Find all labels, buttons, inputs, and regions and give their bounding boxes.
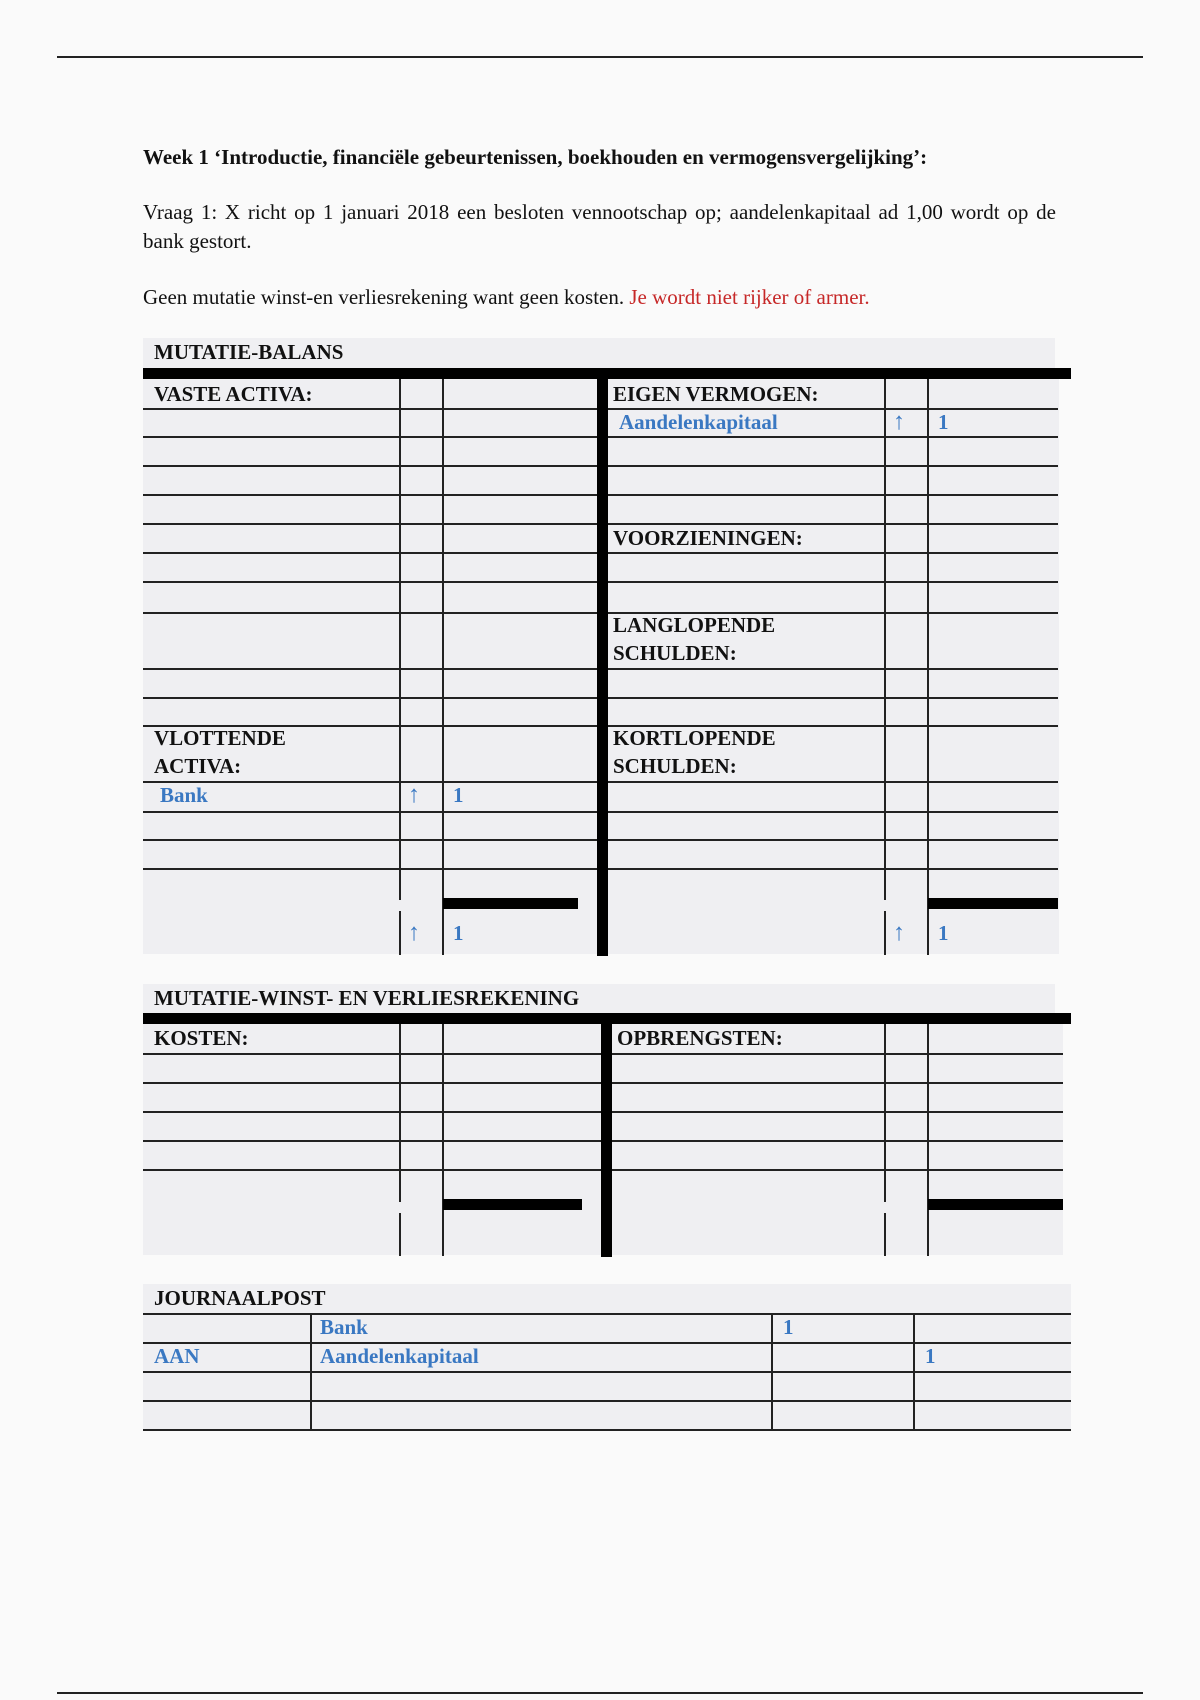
bottom-rule [57,1692,1143,1694]
aandelenkapitaal-entry-name: Aandelenkapitaal [619,410,778,434]
note-paragraph [143,283,1056,312]
right-col-divider-1b [884,911,886,955]
pl-left-row-line [143,1140,601,1142]
right-total-arrow: ↑ [893,920,905,946]
pl-left-row-line [143,1111,601,1113]
kosten-label: KOSTEN: [154,1026,249,1050]
left-row-line [143,811,597,813]
journal-row-2-prefix: AAN [154,1344,200,1368]
left-row-line [143,408,597,410]
pl-title: MUTATIE-WINST- EN VERLIESREKENING [154,986,580,1010]
pl-right-row-line [612,1082,1063,1084]
top-rule [57,56,1143,58]
balance-center-divider [597,368,608,956]
right-row-line [608,839,1058,841]
left-row-line [143,868,597,870]
note-text: Geen mutatie winst-en verliesrekening want geen kosten. [143,285,625,309]
right-row-line [608,668,1058,670]
journal-row-line [143,1429,1071,1431]
journal-title: JOURNAALPOST [154,1286,326,1310]
right-col-divider-1 [884,379,886,900]
journal-row-line [143,1400,1071,1402]
left-row-line [143,668,597,670]
left-row-line [143,436,597,438]
left-row-line [143,581,597,583]
vlottende-activa-label-2: ACTIVA: [154,754,242,778]
pl-center-divider [601,1013,612,1257]
pl-right-col-divider-1b [884,1213,886,1256]
pl-right-row-line [612,1111,1063,1113]
pl-left-row-line [143,1082,601,1084]
journal-row-1-account: Bank [320,1315,368,1339]
journal-row-line [143,1313,1071,1315]
left-row-line [143,465,597,467]
left-row-line [143,839,597,841]
left-row-line [143,523,597,525]
left-subtotal-bar [443,898,578,909]
vlottende-activa-label-1: VLOTTENDE [154,726,286,750]
bank-entry-value: 1 [453,783,464,807]
pl-left-row-line [143,1169,601,1171]
right-row-line [608,552,1058,554]
left-row-line [143,697,597,699]
left-col-divider-1b [399,911,401,955]
right-subtotal-bar [928,898,1058,909]
langlopende-schulden-label-1: LANGLOPENDE [613,613,776,637]
right-row-line [608,781,1058,783]
aandelenkapitaal-entry-value: 1 [938,410,949,434]
left-row-line [143,781,597,783]
right-row-line [608,436,1058,438]
kortlopende-schulden-label-2: SCHULDEN: [613,754,737,778]
right-row-line [608,868,1058,870]
left-total-value: 1 [453,921,464,945]
right-row-line [608,465,1058,467]
balance-title: MUTATIE-BALANS [154,340,344,364]
journal-row-line [143,1371,1071,1373]
pl-left-subtotal-bar [443,1199,582,1210]
right-row-line [608,581,1058,583]
bank-increase-arrow: ↑ [408,782,420,808]
pl-right-col-divider-1 [884,1024,886,1202]
left-total-arrow: ↑ [408,920,420,946]
pl-right-row-line [612,1053,1063,1055]
pl-right-row-line [612,1140,1063,1142]
eigen-vermogen-label: EIGEN VERMOGEN: [613,382,819,406]
left-row-line [143,494,597,496]
journal-row-1-debit: 1 [783,1315,794,1339]
left-col-divider-1 [399,379,401,900]
page-heading: Week 1 ‘Introductie, financiële gebeurtenissen, boekhouden en vermogensvergelijking’: [143,145,928,169]
right-row-line [608,811,1058,813]
pl-left-col-divider-1 [399,1024,401,1202]
kortlopende-schulden-label-1: KORTLOPENDE [613,726,776,750]
aandelenkapitaal-increase-arrow: ↑ [893,409,905,435]
pl-left-row-line [143,1053,601,1055]
right-row-line [608,494,1058,496]
voorzieningen-label: VOORZIENINGEN: [613,526,803,550]
pl-right-subtotal-bar [928,1199,1063,1210]
left-row-line [143,552,597,554]
pl-right-row-line [612,1169,1063,1171]
pl-left-col-divider-1b [399,1213,401,1256]
journal-col-divider [310,1313,312,1431]
left-row-line [143,612,597,614]
journal-row-2-account: Aandelenkapitaal [320,1344,479,1368]
right-row-line [608,697,1058,699]
journal-col-divider [771,1313,773,1431]
bank-entry-name: Bank [160,783,208,807]
vaste-activa-label: VASTE ACTIVA: [154,382,313,406]
question-text: Vraag 1: X richt op 1 januari 2018 een besloten vennootschap op; aandelenkapitaal ad 1,00 wordt op de bank gestort. [143,200,1056,253]
langlopende-schulden-label-2: SCHULDEN: [613,641,737,665]
note-highlight: Je wordt niet rijker of armer. [629,285,870,309]
journal-row-2-credit: 1 [925,1344,936,1368]
opbrengsten-label: OPBRENGSTEN: [617,1026,783,1050]
journal-col-divider [913,1313,915,1431]
right-total-value: 1 [938,921,949,945]
